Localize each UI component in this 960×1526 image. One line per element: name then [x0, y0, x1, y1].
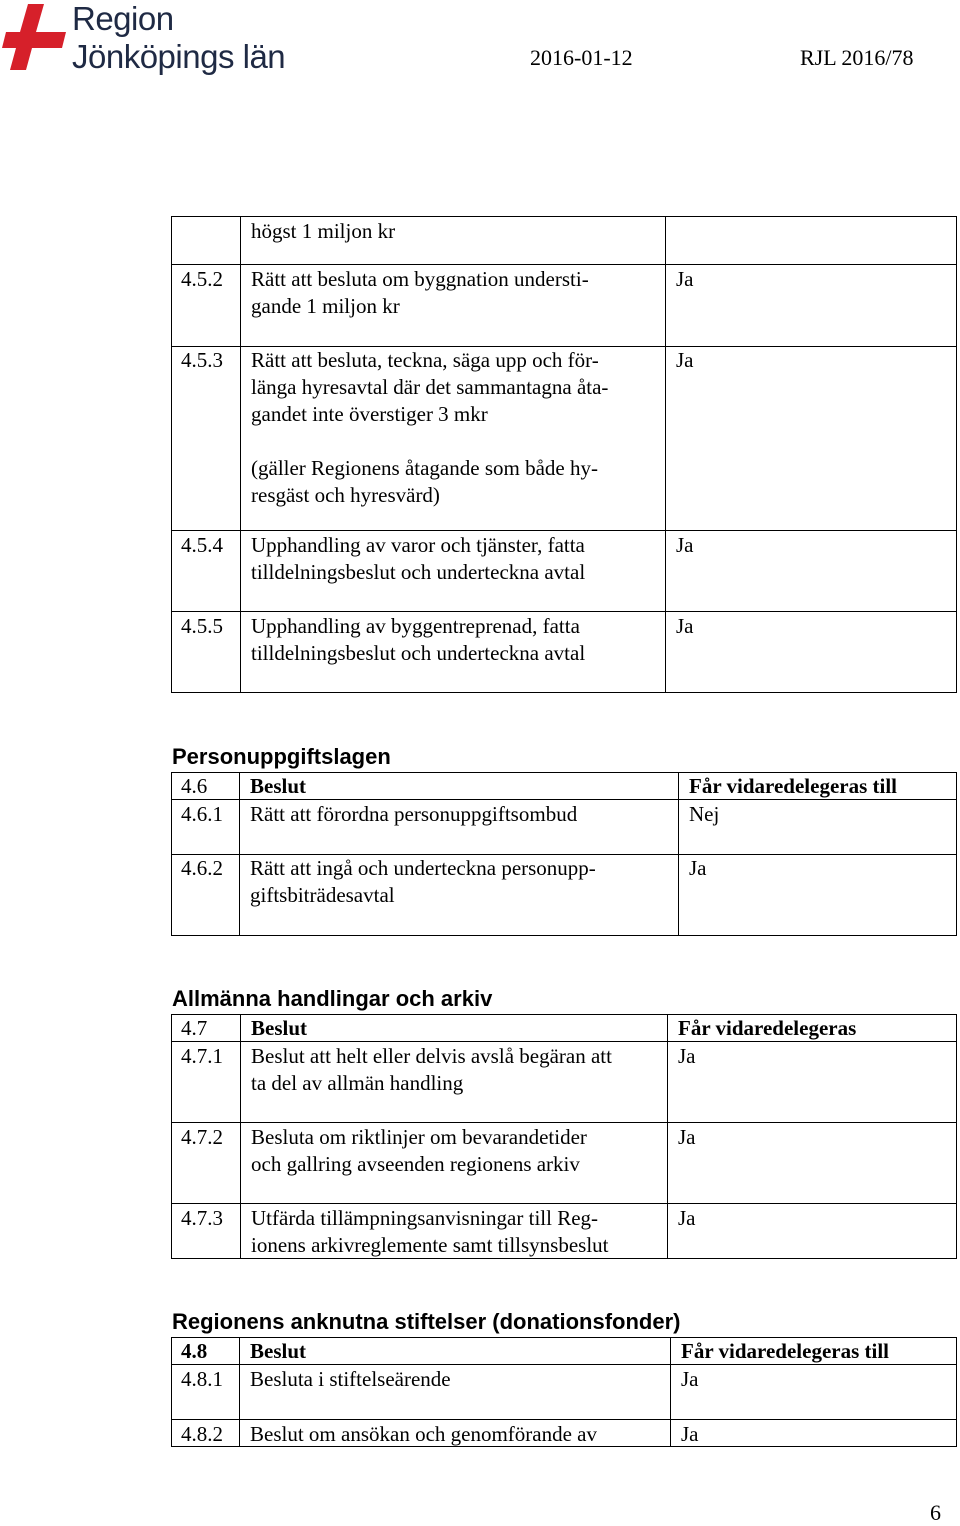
- table-cell: Besluta om riktlinjer om bevarandetider: [251, 1125, 587, 1149]
- delegation-value: Ja: [681, 1367, 699, 1391]
- document-reference: RJL 2016/78: [800, 45, 914, 70]
- table-cell: tilldelningsbeslut och underteckna avtal: [251, 641, 586, 665]
- header-number: 4.8: [181, 1339, 208, 1363]
- row-number: 4.7.1: [181, 1044, 223, 1068]
- table-cell: Rätt att ingå och underteckna personupp-: [250, 856, 596, 880]
- row-number: 4.8.1: [181, 1367, 223, 1391]
- table-cell: och gallring avseenden regionens arkiv: [251, 1152, 580, 1176]
- table-cell: Besluta i stiftelseärende: [250, 1367, 451, 1391]
- column-header-decision: Beslut: [251, 1016, 308, 1040]
- table-cell: Beslut att helt eller delvis avslå begäran att: [251, 1044, 612, 1068]
- table-cell: gande 1 miljon kr: [251, 294, 400, 318]
- logo-text-county: Jönköpings län: [72, 38, 286, 75]
- row-number: 4.5.5: [181, 614, 223, 638]
- delegation-value: Ja: [676, 533, 694, 557]
- column-header-delegation: Får vidaredelegeras: [678, 1016, 857, 1040]
- section-title: Allmänna handlingar och arkiv: [172, 986, 493, 1011]
- table-cell: Upphandling av varor och tjänster, fatta: [251, 533, 585, 557]
- header-number: 4.6: [181, 774, 208, 798]
- table-cell: gandet inte överstiger 3 mkr: [251, 402, 488, 426]
- document-date: 2016-01-12: [530, 45, 633, 70]
- delegation-value: Ja: [676, 267, 694, 291]
- header-number: 4.7: [181, 1016, 208, 1040]
- table-cell: högst 1 miljon kr: [251, 219, 396, 243]
- row-number: 4.7.2: [181, 1125, 223, 1149]
- section-title: Personuppgiftslagen: [172, 744, 391, 769]
- table-cell: Rätt att besluta, teckna, säga upp och för-: [251, 348, 599, 372]
- table-cell: ionens arkivreglemente samt tillsynsbeslut: [251, 1233, 609, 1257]
- table-cell: Rätt att förordna personuppgiftsombud: [250, 802, 578, 826]
- row-number: 4.6.2: [181, 856, 223, 880]
- row-number: 4.5.3: [181, 348, 223, 372]
- delegation-value: Ja: [676, 614, 694, 638]
- table-cell: länga hyresavtal där det sammantagna åta-: [251, 375, 609, 399]
- delegation-value: Ja: [678, 1044, 696, 1068]
- delegation-value: Ja: [678, 1125, 696, 1149]
- row-number: 4.5.2: [181, 267, 223, 291]
- column-header-decision: Beslut: [250, 774, 307, 798]
- delegation-value: Nej: [689, 802, 720, 826]
- delegation-value: Ja: [676, 348, 694, 372]
- logo-text-region: Region: [72, 0, 174, 37]
- table-cell: Beslut om ansökan och genomförande av: [250, 1422, 597, 1446]
- delegation-value: Ja: [678, 1206, 696, 1230]
- table-cell: ta del av allmän handling: [251, 1071, 464, 1095]
- column-header-delegation: Får vidaredelegeras till: [689, 774, 898, 798]
- table-cell: Upphandling av byggentreprenad, fatta: [251, 614, 580, 638]
- table-note: resgäst och hyresvärd): [251, 483, 440, 507]
- column-header-delegation: Får vidaredelegeras till: [681, 1339, 890, 1363]
- row-number: 4.7.3: [181, 1206, 223, 1230]
- row-number: 4.6.1: [181, 802, 223, 826]
- region-logo: [0, 0, 300, 80]
- delegation-value: Ja: [689, 856, 707, 880]
- table-cell: Utfärda tillämpningsanvisningar till Reg-: [251, 1206, 599, 1230]
- region-cross-icon: [0, 2, 70, 72]
- row-number: 4.5.4: [181, 533, 223, 557]
- table-cell: tilldelningsbeslut och underteckna avtal: [251, 560, 586, 584]
- table-cell: Rätt att besluta om byggnation understi-: [251, 267, 589, 291]
- table-note: (gäller Regionens åtagande som både hy-: [251, 456, 598, 480]
- table-cell: giftsbiträdesavtal: [250, 883, 395, 907]
- page-number: 6: [930, 1500, 941, 1525]
- row-number: 4.8.2: [181, 1422, 223, 1446]
- delegation-value: Ja: [681, 1422, 699, 1446]
- column-header-decision: Beslut: [250, 1339, 307, 1363]
- section-title: Regionens anknutna stiftelser (donationsfonder): [172, 1309, 681, 1334]
